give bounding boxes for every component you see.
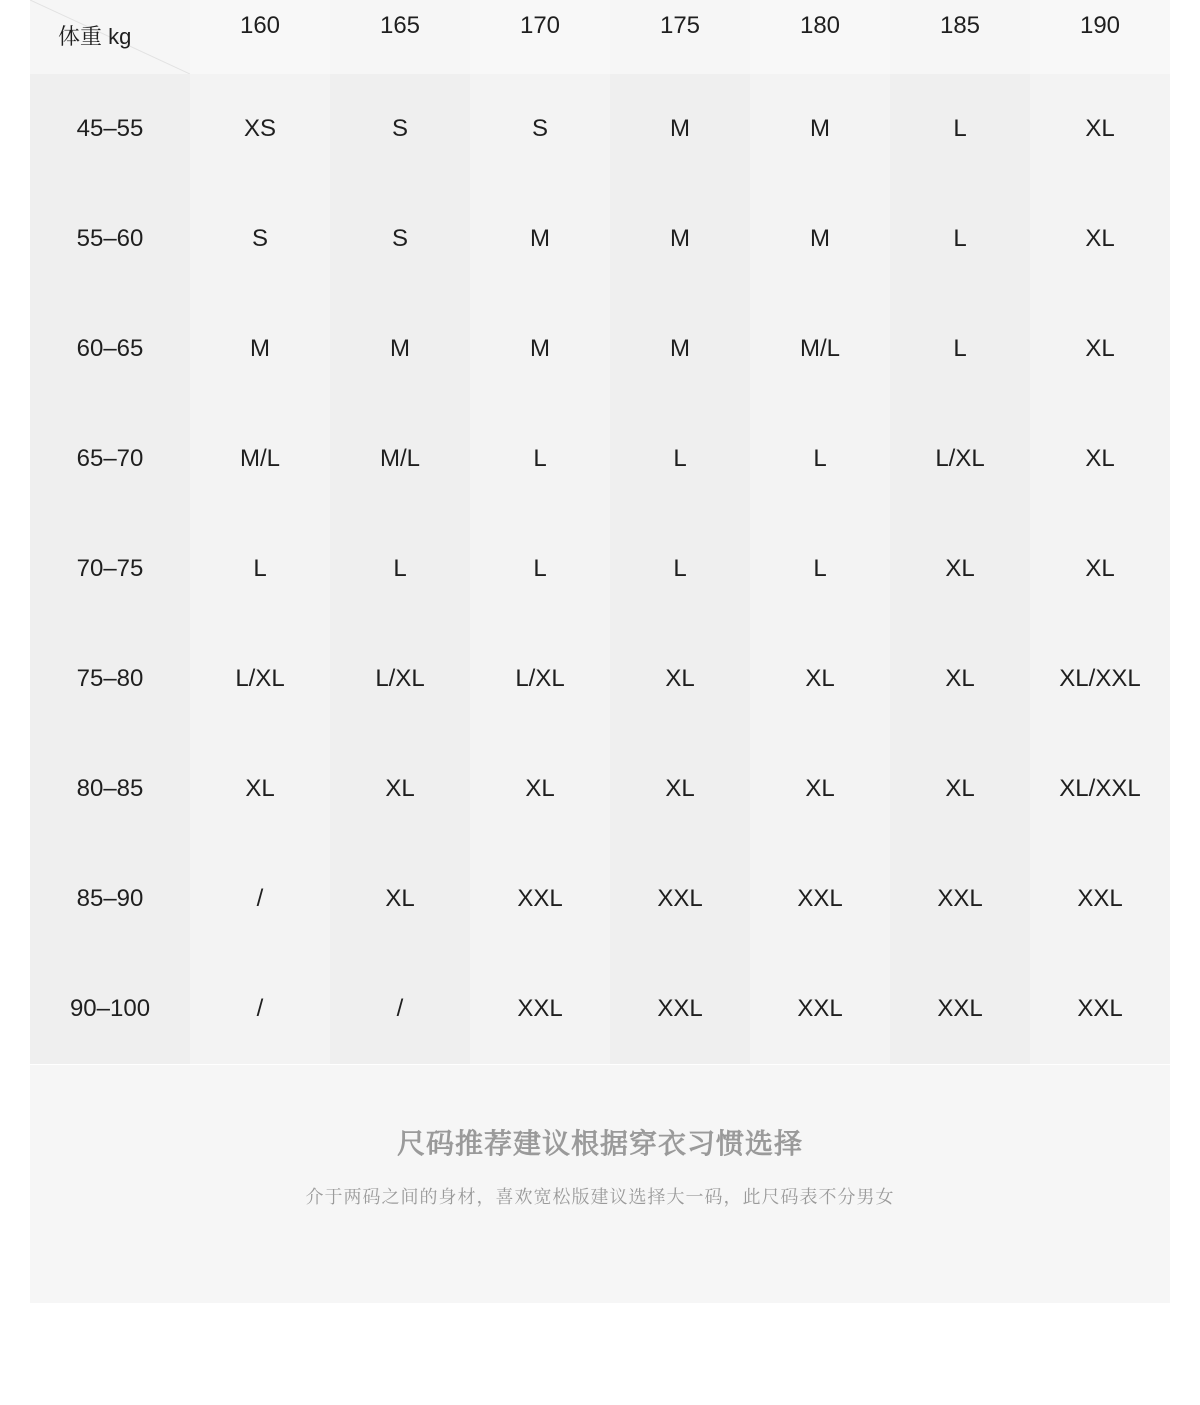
height-header-cell: 165: [330, 0, 470, 74]
size-cell: M: [330, 294, 470, 404]
size-cell: XL: [190, 734, 330, 844]
size-cell: S: [470, 74, 610, 184]
size-cell: XL: [1030, 514, 1170, 624]
size-chart-table: [30, 0, 1170, 1064]
size-cell: XL: [610, 624, 750, 734]
table-row: [30, 514, 1170, 624]
size-cell: XL: [890, 514, 1030, 624]
size-cell: XL/XXL: [1030, 624, 1170, 734]
weight-range-cell: 45–55: [30, 74, 190, 184]
size-cell: L: [470, 404, 610, 514]
size-cell: M: [190, 294, 330, 404]
size-cell: M: [610, 294, 750, 404]
height-header-cell: 175: [610, 0, 750, 74]
size-cell: S: [190, 184, 330, 294]
weight-range-cell: 70–75: [30, 514, 190, 624]
size-cell: L: [330, 514, 470, 624]
height-header-cell: 180: [750, 0, 890, 74]
weight-range-cell: 80–85: [30, 734, 190, 844]
weight-unit-label: 体重 kg: [58, 24, 132, 49]
size-cell: L/XL: [890, 404, 1030, 514]
size-cell: L/XL: [330, 624, 470, 734]
size-cell: /: [330, 954, 470, 1064]
size-cell: L: [750, 404, 890, 514]
size-cell: XS: [190, 74, 330, 184]
size-cell: /: [190, 954, 330, 1064]
weight-range-cell: 75–80: [30, 624, 190, 734]
table-row: [30, 624, 1170, 734]
size-cell: L: [470, 514, 610, 624]
size-cell: L: [890, 294, 1030, 404]
height-header-cell: 185: [890, 0, 1030, 74]
size-cell: XL: [890, 624, 1030, 734]
table-row: [30, 954, 1170, 1064]
weight-range-cell: 60–65: [30, 294, 190, 404]
size-cell: XL: [890, 734, 1030, 844]
size-cell: M/L: [330, 404, 470, 514]
table-row: [30, 844, 1170, 954]
size-cell: S: [330, 74, 470, 184]
size-cell: XL: [1030, 184, 1170, 294]
weight-range-cell: 55–60: [30, 184, 190, 294]
size-note-panel: [30, 1065, 1170, 1303]
size-cell: L: [890, 74, 1030, 184]
size-cell: L/XL: [190, 624, 330, 734]
size-cell: XXL: [1030, 954, 1170, 1064]
size-chart-body: [30, 0, 1170, 1064]
size-cell: XXL: [1030, 844, 1170, 954]
size-cell: M/L: [750, 294, 890, 404]
table-row: [30, 734, 1170, 844]
table-row: [30, 184, 1170, 294]
size-cell: XL: [330, 734, 470, 844]
height-header-cell: 190: [1030, 0, 1170, 74]
size-cell: L/XL: [470, 624, 610, 734]
table-row: [30, 294, 1170, 404]
size-cell: M: [470, 294, 610, 404]
size-cell: L: [190, 514, 330, 624]
size-cell: /: [190, 844, 330, 954]
size-cell: M: [750, 184, 890, 294]
size-cell: XL: [330, 844, 470, 954]
size-cell: S: [330, 184, 470, 294]
size-cell: XL: [470, 734, 610, 844]
size-cell: L: [750, 514, 890, 624]
size-cell: XXL: [610, 954, 750, 1064]
size-cell: XXL: [610, 844, 750, 954]
size-cell: L: [610, 404, 750, 514]
size-cell: M: [610, 184, 750, 294]
size-cell: XL: [1030, 294, 1170, 404]
size-cell: XL: [750, 624, 890, 734]
size-cell: M/L: [190, 404, 330, 514]
size-cell: XXL: [750, 954, 890, 1064]
size-cell: XXL: [470, 954, 610, 1064]
table-row: [30, 74, 1170, 184]
size-note-subtitle: 介于两码之间的身材，喜欢宽松版建议选择大一码，此尺码表不分男女: [305, 1187, 895, 1207]
size-cell: L: [610, 514, 750, 624]
size-cell: XL: [1030, 404, 1170, 514]
weight-range-cell: 90–100: [30, 954, 190, 1064]
size-cell: XXL: [750, 844, 890, 954]
height-header-cell: 170: [470, 0, 610, 74]
corner-cell: [30, 0, 190, 74]
size-cell: XL: [610, 734, 750, 844]
height-header-cell: 160: [190, 0, 330, 74]
size-cell: M: [750, 74, 890, 184]
size-cell: XL: [750, 734, 890, 844]
table-row: [30, 404, 1170, 514]
size-cell: XXL: [890, 954, 1030, 1064]
size-cell: XXL: [890, 844, 1030, 954]
weight-range-cell: 65–70: [30, 404, 190, 514]
size-cell: XXL: [470, 844, 610, 954]
size-cell: L: [890, 184, 1030, 294]
height-header-row: [30, 0, 1170, 74]
weight-range-cell: 85–90: [30, 844, 190, 954]
size-cell: XL: [1030, 74, 1170, 184]
size-cell: M: [610, 74, 750, 184]
size-cell: M: [470, 184, 610, 294]
size-note-title: 尺码推荐建议根据穿衣习惯选择: [396, 1128, 803, 1159]
size-cell: XL/XXL: [1030, 734, 1170, 844]
